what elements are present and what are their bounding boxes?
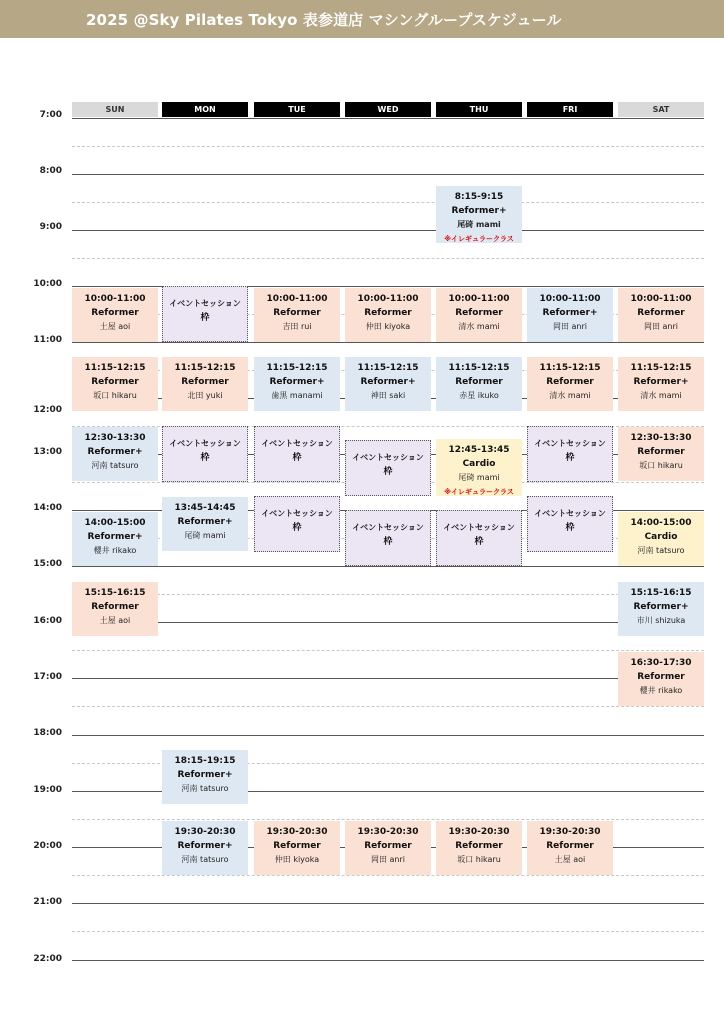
- class-type: Reformer: [364, 308, 412, 318]
- class-block[interactable]: [72, 288, 158, 342]
- class-block[interactable]: [527, 357, 613, 411]
- irregular-note: ※イレギュラークラス: [444, 488, 514, 496]
- class-type: Reformer+: [633, 602, 689, 612]
- class-instructor: 櫻井 rikako: [639, 686, 683, 695]
- class-block[interactable]: [254, 288, 340, 342]
- time-label: 7:00: [39, 110, 62, 120]
- class-block[interactable]: [618, 427, 704, 481]
- time-label: 11:00: [33, 335, 62, 345]
- class-time: 12:45-13:45: [448, 445, 510, 455]
- time-label: 22:00: [33, 954, 62, 964]
- class-time: 19:30-20:30: [174, 827, 236, 837]
- class-block[interactable]: [618, 652, 704, 706]
- class-time: 14:00-15:00: [630, 518, 692, 528]
- class-type: Reformer: [637, 672, 685, 682]
- class-time: 11:15-12:15: [630, 363, 692, 373]
- day-header-sun: SUN: [72, 102, 158, 117]
- time-label: 10:00: [33, 279, 62, 289]
- class-instructor: 坂口 hikaru: [93, 391, 137, 400]
- event-sub: 枠: [565, 453, 575, 463]
- class-instructor: 市川 shizuka: [636, 616, 686, 625]
- class-type: Reformer: [637, 308, 685, 318]
- class-type: Reformer: [455, 377, 503, 387]
- event-label: イベントセッション: [261, 439, 333, 448]
- gridline: [72, 903, 704, 904]
- gridline: [72, 146, 704, 147]
- class-type: Reformer: [91, 377, 139, 387]
- class-type: Reformer: [91, 602, 139, 612]
- class-block[interactable]: [436, 439, 522, 496]
- class-block[interactable]: [436, 288, 522, 342]
- class-instructor: 岡田 anri: [370, 855, 406, 864]
- class-instructor: 赤星 ikuko: [459, 391, 499, 400]
- class-block[interactable]: [618, 357, 704, 411]
- day-header-tue: TUE: [254, 102, 340, 117]
- time-label: 21:00: [33, 897, 62, 907]
- class-time: 18:15-19:15: [174, 756, 236, 766]
- class-instructor: 清水 mami: [458, 322, 500, 331]
- class-block[interactable]: [72, 357, 158, 411]
- gridline: [72, 174, 704, 175]
- class-type: Reformer+: [633, 377, 689, 387]
- event-session-block[interactable]: [345, 440, 431, 496]
- gridline: [72, 678, 704, 679]
- gridline: [72, 735, 704, 736]
- class-block[interactable]: [527, 821, 613, 875]
- time-label: 20:00: [33, 841, 62, 851]
- class-instructor: 河南 tatsuro: [637, 546, 685, 555]
- class-instructor: 神田 saki: [370, 391, 406, 400]
- event-session-block[interactable]: [527, 496, 613, 552]
- class-block[interactable]: [72, 427, 158, 481]
- class-type: Reformer: [546, 841, 594, 851]
- class-type: Reformer: [455, 308, 503, 318]
- event-session-block[interactable]: [345, 510, 431, 566]
- time-label: 19:00: [33, 785, 62, 795]
- class-block[interactable]: [345, 357, 431, 411]
- class-instructor: 仲田 kiyoka: [365, 322, 411, 331]
- class-time: 11:15-12:15: [448, 363, 510, 373]
- class-instructor: 土屋 aoi: [99, 322, 131, 331]
- event-label: イベントセッション: [352, 453, 424, 462]
- gridline: [72, 594, 704, 595]
- class-time: 19:30-20:30: [266, 827, 328, 837]
- class-type: Reformer+: [87, 532, 143, 542]
- event-session-block[interactable]: [527, 426, 613, 482]
- gridline: [72, 118, 704, 119]
- class-block[interactable]: [436, 821, 522, 875]
- class-instructor: 尾碕 mami: [184, 531, 226, 540]
- class-instructor: 清水 mami: [640, 391, 682, 400]
- event-label: イベントセッション: [169, 299, 241, 308]
- class-block[interactable]: [618, 582, 704, 636]
- day-header-thu: THU: [436, 102, 522, 117]
- class-time: 10:00-11:00: [448, 294, 510, 304]
- class-block[interactable]: [162, 750, 248, 804]
- gridline: [72, 931, 704, 932]
- class-type: Cardio: [644, 532, 678, 542]
- class-time: 13:45-14:45: [174, 503, 236, 513]
- class-time: 11:15-12:15: [539, 363, 601, 373]
- class-time: 19:30-20:30: [539, 827, 601, 837]
- day-header-sat: SAT: [618, 102, 704, 117]
- class-type: Reformer+: [177, 517, 233, 527]
- class-time: 11:15-12:15: [174, 363, 236, 373]
- time-label: 12:00: [33, 405, 62, 415]
- time-label: 14:00: [33, 503, 62, 513]
- class-type: Reformer: [637, 447, 685, 457]
- page-title: 2025 @Sky Pilates Tokyo 表参道店 マシングループスケジュール: [86, 11, 562, 29]
- event-session-block[interactable]: [162, 286, 248, 342]
- class-block[interactable]: [527, 288, 613, 342]
- class-instructor: 坂口 hikaru: [457, 855, 501, 864]
- time-label: 17:00: [33, 672, 62, 682]
- event-session-block[interactable]: [254, 426, 340, 482]
- class-instructor: 岡田 anri: [643, 322, 679, 331]
- event-session-block[interactable]: [436, 510, 522, 566]
- event-label: イベントセッション: [352, 523, 424, 532]
- event-label: イベントセッション: [534, 439, 606, 448]
- gridline: [72, 960, 704, 961]
- class-type: Reformer+: [177, 770, 233, 780]
- class-type: Reformer: [546, 377, 594, 387]
- class-block[interactable]: [254, 357, 340, 411]
- class-time: 8:15-9:15: [454, 192, 504, 202]
- time-label: 18:00: [33, 728, 62, 738]
- gridline: [72, 875, 704, 876]
- event-label: イベントセッション: [169, 439, 241, 448]
- gridline: [72, 566, 704, 567]
- class-type: Reformer: [455, 841, 503, 851]
- class-type: Reformer+: [177, 841, 233, 851]
- class-block[interactable]: [162, 497, 248, 551]
- gridline: [72, 230, 704, 231]
- class-instructor: 河南 tatsuro: [181, 784, 229, 793]
- day-header-wed: WED: [345, 102, 431, 117]
- class-instructor: 岡田 anri: [552, 322, 588, 331]
- class-instructor: 吉田 rui: [282, 322, 312, 331]
- class-instructor: 仲田 kiyoka: [274, 855, 320, 864]
- class-block[interactable]: [72, 512, 158, 566]
- gridline: [72, 819, 704, 820]
- header-bar: [0, 0, 724, 38]
- event-session-block[interactable]: [162, 426, 248, 482]
- gridline: [72, 706, 704, 707]
- event-label: イベントセッション: [534, 509, 606, 518]
- class-block[interactable]: [618, 288, 704, 342]
- class-type: Reformer+: [542, 308, 598, 318]
- class-time: 15:15-16:15: [630, 588, 692, 598]
- time-label: 8:00: [39, 166, 62, 176]
- class-time: 19:30-20:30: [357, 827, 419, 837]
- event-label: イベントセッション: [443, 523, 515, 532]
- class-instructor: 尾碕 mami: [458, 473, 500, 482]
- day-header-fri: FRI: [527, 102, 613, 117]
- class-block[interactable]: [72, 582, 158, 636]
- class-instructor: 尾碕 mami: [457, 220, 501, 229]
- class-time: 10:00-11:00: [84, 294, 146, 304]
- class-time: 10:00-11:00: [357, 294, 419, 304]
- class-time: 11:15-12:15: [266, 363, 328, 373]
- class-time: 11:15-12:15: [84, 363, 146, 373]
- class-time: 19:30-20:30: [448, 827, 510, 837]
- class-type: Reformer: [273, 308, 321, 318]
- class-instructor: 河南 tatsuro: [181, 855, 229, 864]
- class-block[interactable]: [618, 512, 704, 566]
- class-time: 15:15-16:15: [84, 588, 146, 598]
- time-label: 16:00: [33, 616, 62, 626]
- gridline: [72, 342, 704, 343]
- class-block[interactable]: [345, 288, 431, 342]
- time-label: 15:00: [33, 559, 62, 569]
- class-type: Reformer+: [269, 377, 325, 387]
- gridline: [72, 258, 704, 259]
- irregular-note: ※イレギュラークラス: [444, 235, 514, 243]
- class-type: Reformer+: [87, 447, 143, 457]
- class-time: 11:15-12:15: [357, 363, 419, 373]
- day-header-mon: MON: [162, 102, 248, 117]
- class-block[interactable]: [162, 357, 248, 411]
- class-block[interactable]: [254, 821, 340, 875]
- event-sub: 枠: [474, 537, 484, 547]
- class-block[interactable]: [345, 821, 431, 875]
- class-instructor: 土屋 aoi: [99, 616, 131, 625]
- class-type: Reformer: [91, 308, 139, 318]
- gridline: [72, 650, 704, 651]
- time-label: 13:00: [33, 447, 62, 457]
- event-sub: 枠: [383, 467, 393, 477]
- event-sub: 枠: [383, 537, 393, 547]
- class-block[interactable]: [436, 357, 522, 411]
- class-type: Reformer+: [360, 377, 416, 387]
- class-instructor: 河南 tatsuro: [91, 461, 139, 470]
- gridline: [72, 622, 704, 623]
- class-block[interactable]: [162, 821, 248, 875]
- gridline: [72, 202, 704, 203]
- class-type: Reformer+: [451, 206, 507, 216]
- class-time: 12:30-13:30: [84, 433, 146, 443]
- event-sub: 枠: [200, 453, 210, 463]
- class-instructor: 櫻井 rikako: [93, 546, 137, 555]
- class-time: 10:00-11:00: [630, 294, 692, 304]
- event-session-block[interactable]: [254, 496, 340, 552]
- class-instructor: 歯黒 manami: [271, 391, 323, 400]
- class-type: Reformer: [181, 377, 229, 387]
- class-instructor: 坂口 hikaru: [639, 461, 683, 470]
- class-block[interactable]: [436, 186, 522, 243]
- class-type: Reformer: [364, 841, 412, 851]
- event-sub: 枠: [292, 453, 302, 463]
- event-sub: 枠: [200, 313, 210, 323]
- time-label: 9:00: [39, 222, 62, 232]
- class-instructor: 北田 yuki: [187, 391, 223, 400]
- class-type: Reformer: [273, 841, 321, 851]
- event-label: イベントセッション: [261, 509, 333, 518]
- class-instructor: 土屋 aoi: [554, 855, 586, 864]
- class-time: 12:30-13:30: [630, 433, 692, 443]
- class-time: 10:00-11:00: [539, 294, 601, 304]
- class-type: Cardio: [462, 459, 496, 469]
- event-sub: 枠: [292, 523, 302, 533]
- class-time: 14:00-15:00: [84, 518, 146, 528]
- class-instructor: 清水 mami: [549, 391, 591, 400]
- event-sub: 枠: [565, 523, 575, 533]
- class-time: 10:00-11:00: [266, 294, 328, 304]
- class-time: 16:30-17:30: [630, 658, 692, 668]
